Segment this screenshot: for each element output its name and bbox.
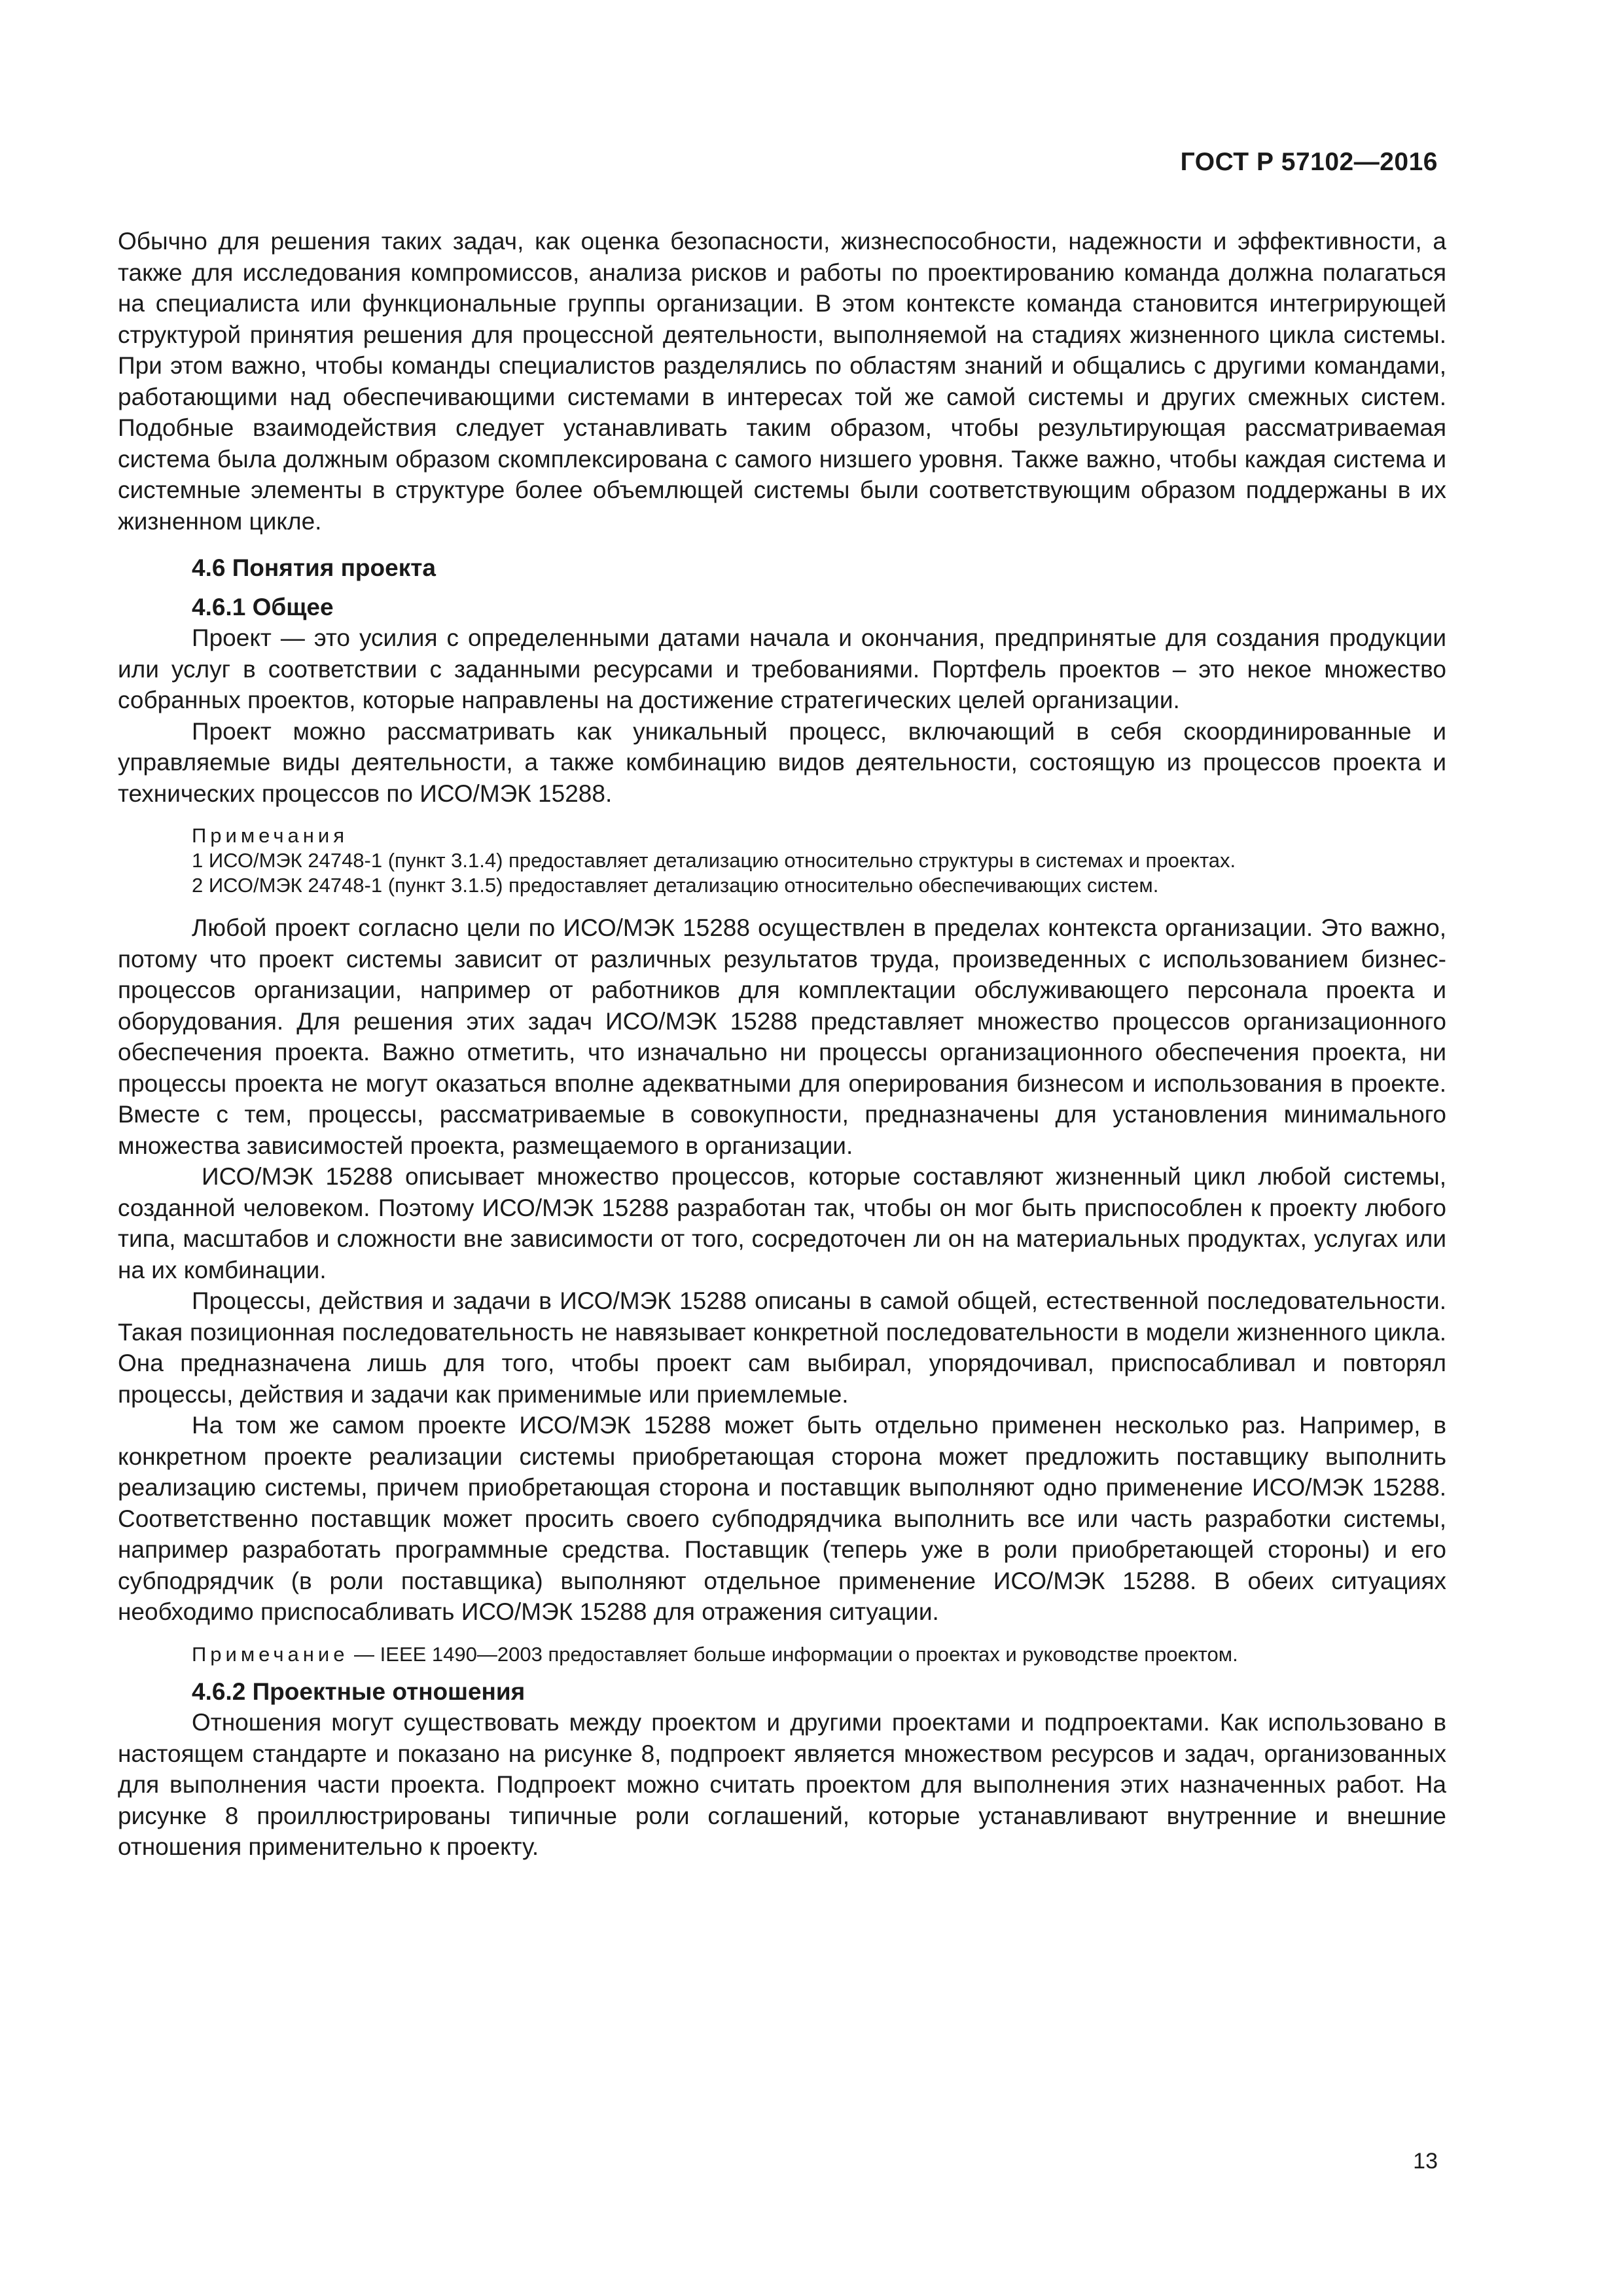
note-ieee bbox=[192, 1642, 1446, 1667]
notes-title: Примечания bbox=[192, 824, 348, 847]
paragraph-process-sequence: Процессы, действия и задачи в ИСО/МЭК 15288 описаны в самой общей, естественной последовательности. Такая позиционная последовательность не навязывает конкретной последовательности в модели жизненного цикла. Она предназначена лишь для того, чтобы проект сам выбирал, упорядочивал, приспосабливал и повторял процессы, действия и задачи как применимые или приемлемые. bbox=[118, 1287, 1446, 1408]
note-text: — IEEE 1490—2003 предоставляет больше информации о проектах и руководстве проектом. bbox=[348, 1642, 1238, 1666]
section-heading-4-6: 4.6 Понятия проекта bbox=[192, 554, 436, 581]
paragraph-multiple-application: На том же самом проекте ИСО/МЭК 15288 может быть отдельно применен несколько раз. Например, в конкретном проекте реализации системы приобретающая сторона может предложить поставщику выполнить реализацию системы, причем приобретающая сторона и поставщик выполняют одно применение ИСО/МЭК 15288. Соответственно поставщик может просить своего субподрядчика выполнить все или часть разработки системы, например разработать программные средства. Поставщик (теперь уже в роли приобретающей стороны) и его субподрядчик (в роли поставщика) выполняют отдельное применение ИСО/МЭК 15288. В обеих ситуациях необходимо приспосабливать ИСО/МЭК 15288 для отражения ситуации. bbox=[118, 1412, 1446, 1625]
page-body bbox=[118, 226, 1446, 1863]
note-item-2: 2 ИСО/МЭК 24748-1 (пункт 3.1.5) предоставляет детализацию относительно обеспечивающих систем. bbox=[192, 874, 1159, 897]
notes-block bbox=[118, 823, 1446, 898]
document-id: ГОСТ Р 57102—2016 bbox=[1180, 148, 1438, 176]
paragraph-project-process: Проект можно рассматривать как уникальный процесс, включающий в себя скоординированные и управляемые виды деятельности, а также комбинацию видов деятельности, состоящую из процессов проекта и технических процессов по ИСО/МЭК 15288. bbox=[118, 717, 1446, 807]
paragraph-teams: Обычно для решения таких задач, как оценка безопасности, жизнеспособности, надежности и эффективности, а также для исследования компромиссов, анализа рисков и работы по проектированию команда должна полагаться на специалиста или функциональные группы организации. В этом контексте команда становится интегрирующей структурой принятия решения для процессной деятельности, выполняемой на стадиях жизненного цикла системы. При этом важно, чтобы команды специалистов разделялись по областям знаний и общались с другими командами, работающими над обеспечивающими системами в интересах той же самой системы и других смежных систем. Подобные взаимодействия следует устанавливать таким образом, чтобы результирующая рассматриваемая система была должным образом скомплексирована с самого низшего уровня. Также важно, чтобы каждая система и системные элементы в структуре более объемлющей системы были соответствующим образом поддержаны в их жизненном цикле. bbox=[118, 228, 1446, 535]
paragraph-project-relations: Отношения могут существовать между проектом и другими проектами и подпроектами. Как использовано в настоящем стандарте и показано на рисунке 8, подпроект является множеством ресурсов и задач, организованных для выполнения части проекта. Подпроект можно считать проектом для выполнения этих назначенных работ. На рисунке 8 проиллюстрированы типичные роли соглашений, которые устанавливают внутренние и внешние отношения применительно к проекту. bbox=[118, 1709, 1446, 1860]
section-heading-4-6-1: 4.6.1 Общее bbox=[192, 593, 334, 620]
paragraph-lifecycle-processes: ИСО/МЭК 15288 описывает множество процессов, которые составляют жизненный цикл любой системы, созданной человеком. Поэтому ИСО/МЭК 15288 разработан так, чтобы он мог быть приспособлен к проекту любого типа, масштабов и сложности вне зависимости от того, сосредоточен ли он на материальных продуктах, услугах или на их комбинации. bbox=[118, 1163, 1446, 1283]
note-item-1: 1 ИСО/МЭК 24748-1 (пункт 3.1.4) предоставляет детализацию относительно структуры в системах и проектах. bbox=[192, 849, 1236, 872]
page-number: 13 bbox=[1413, 2149, 1438, 2174]
section-heading-4-6-2: 4.6.2 Проектные отношения bbox=[192, 1677, 526, 1705]
paragraph-project-definition: Проект — это усилия с определенными датами начала и окончания, предпринятые для создания продукции или услуг в соответствии с заданными ресурсами и требованиями. Портфель проектов – это некое множество собранных проектов, которые направлены на достижение стратегических целей организации. bbox=[118, 624, 1446, 713]
note-label: Примечание bbox=[192, 1642, 349, 1666]
paragraph-organization-context: Любой проект согласно цели по ИСО/МЭК 15288 осуществлен в пределах контекста организации. Это важно, потому что проект системы зависит от различных результатов труда, произведенных с использованием бизнес-процессов организации, например от работников для комплектации обслуживающего персонала проекта и оборудования. Для решения этих задач ИСО/МЭК 15288 представляет множество процессов организационного обеспечения проекта. Важно отметить, что изначально ни процессы организационного обеспечения проекта, ни процессы проекта не могут оказаться вполне адекватными для оперирования бизнесом и использования в проекте. Вместе с тем, процессы, рассматриваемые в совокупности, предназначены для установления минимального множества зависимостей проекта, размещаемого в организации. bbox=[118, 914, 1446, 1159]
